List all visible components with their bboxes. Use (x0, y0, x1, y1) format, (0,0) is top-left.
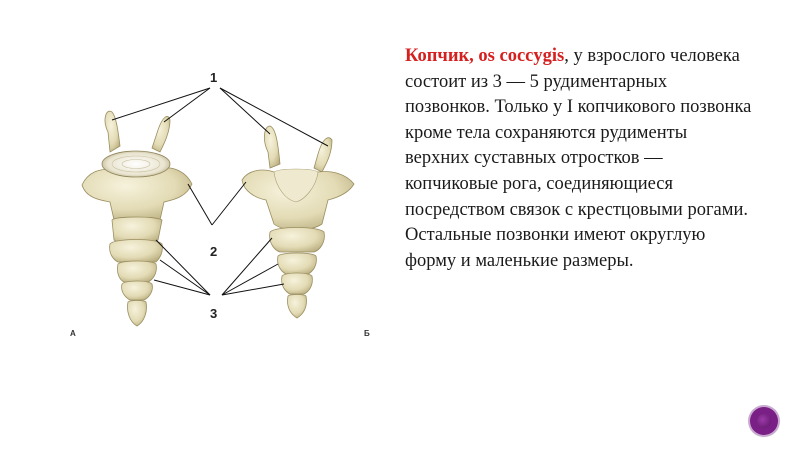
label-view-b: Б (364, 329, 370, 338)
description-body: , у взрослого человека состоит из 3 — 5 рудиментарных позвонков. Только у I копчикового позвонка кроме тела сохраняются рудименты верхних суставных отростков — копчиковые рога, соединяющиеся посредством связок с крестцовыми рогами. Остальные позвонки имеют округлую форму и маленькие размеры. (405, 46, 752, 271)
term-heading: Копчик, os coccygis (405, 46, 565, 66)
coccyx-anterior-view (82, 111, 192, 326)
label-2: 2 (210, 244, 218, 259)
circle-button-icon (757, 414, 771, 428)
coccyx-figure-svg (60, 60, 390, 360)
label-1: 1 (210, 70, 218, 85)
label-view-a: А (70, 329, 76, 338)
nav-button[interactable] (750, 407, 778, 435)
description-text (405, 44, 755, 274)
coccyx-illustration (60, 60, 390, 360)
coccyx-posterior-view (242, 126, 354, 318)
label-3: 3 (210, 306, 218, 321)
